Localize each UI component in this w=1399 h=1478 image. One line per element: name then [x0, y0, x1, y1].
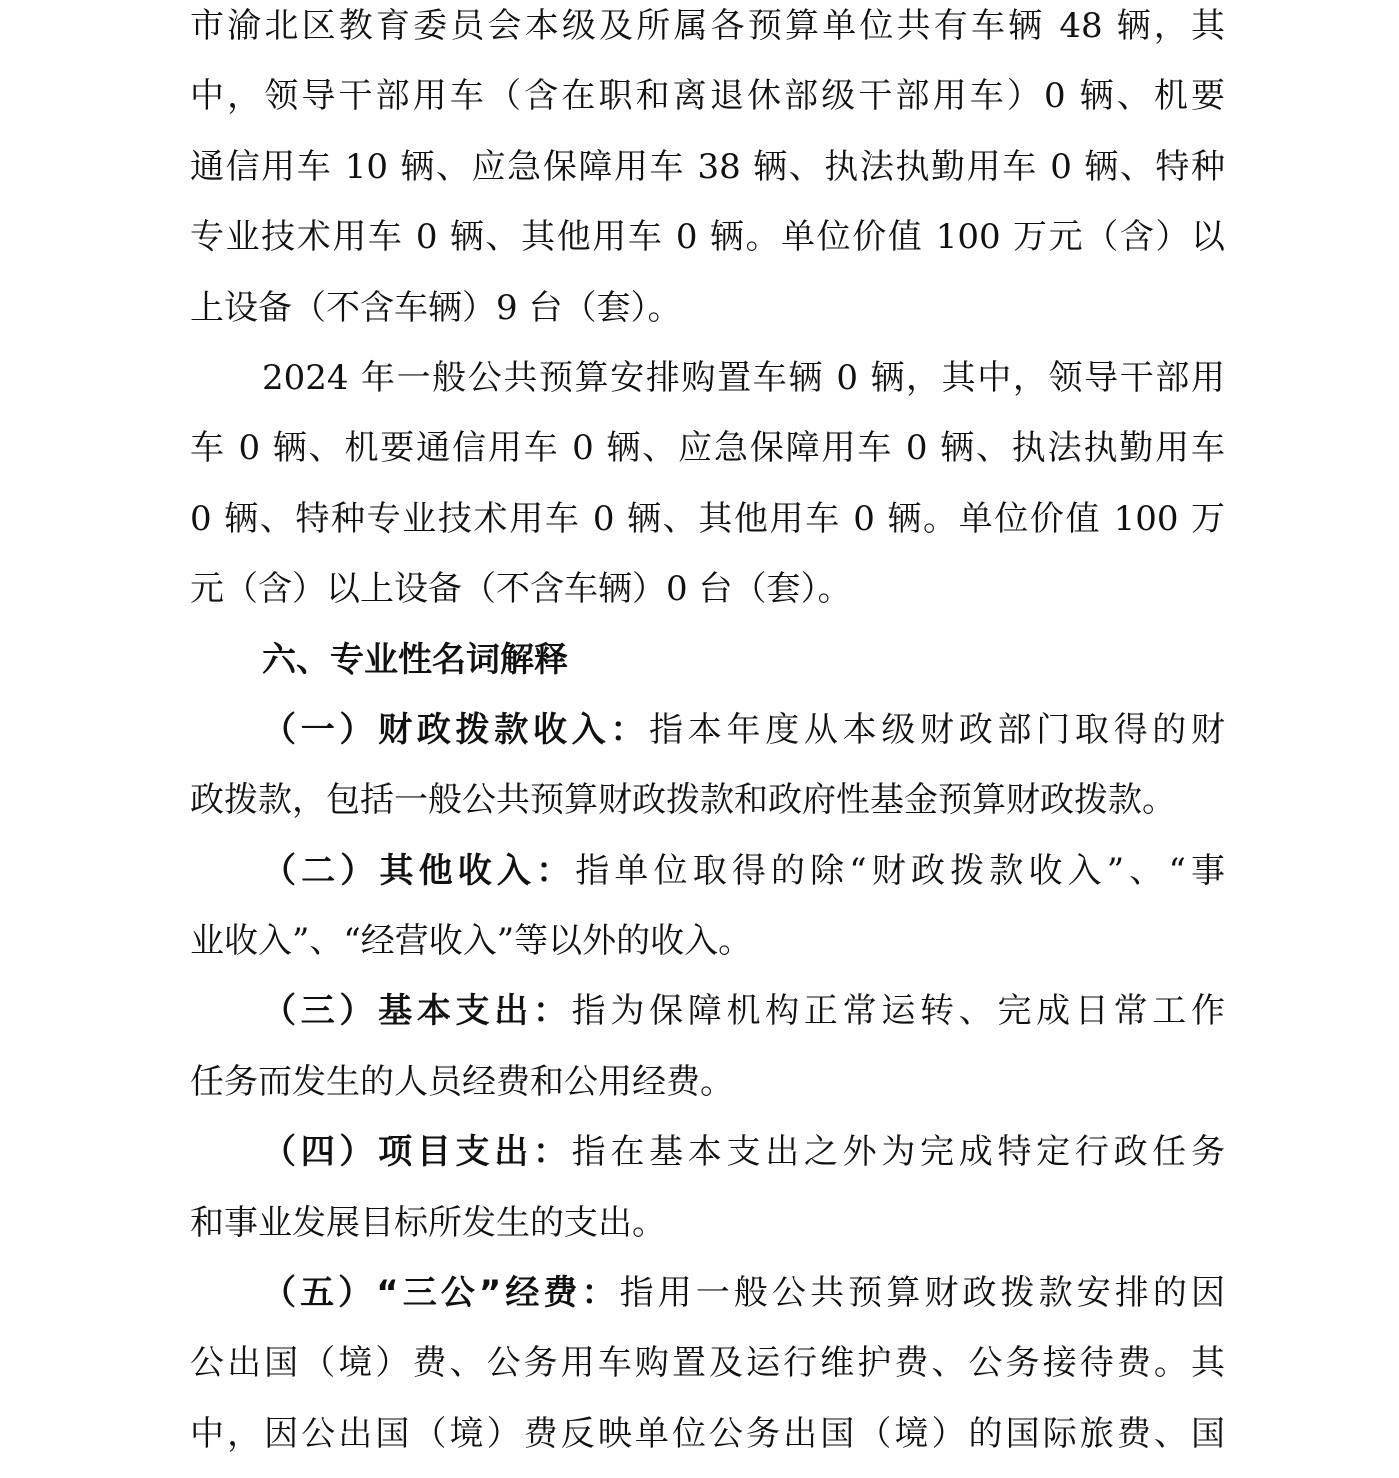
paragraph-line: 0 辆、特种专业技术用车 0 辆、其他用车 0 辆。单位价值 100 万 — [190, 498, 1225, 539]
definition-line — [190, 845, 1225, 915]
definition-line — [190, 704, 1225, 774]
definition-text: 指单位取得的除“财政拨款收入”、“事 — [575, 850, 1225, 891]
paragraph-line: 上设备（不含车辆）9 台（套）。 — [190, 287, 682, 328]
paragraph-line: 2024 年一般公共预算安排购置车辆 0 辆，其中，领导干部用 — [262, 357, 1225, 398]
definition-line: 公出国（境）费、公务用车购置及运行维护费、公务接待费。其 — [190, 1343, 1225, 1384]
paragraph-line: 通信用车 10 辆、应急保障用车 38 辆、执法执勤用车 0 辆、特种 — [190, 146, 1225, 187]
definition-line: 和事业发展目标所发生的支出。 — [190, 1202, 666, 1243]
paragraph-line: 车 0 辆、机要通信用车 0 辆、应急保障用车 0 辆、执法执勤用车 — [190, 428, 1225, 469]
definition-term: （五）“三公”经费： — [262, 1273, 620, 1314]
definition-line: 业收入”、“经营收入”等以外的收入。 — [190, 921, 753, 962]
definition-text: 指为保障机构正常运转、完成日常工作 — [571, 991, 1226, 1032]
paragraph-line: 中，领导干部用车（含在职和离退休部级干部用车）0 辆、机要 — [190, 76, 1225, 117]
definition-term: （三）基本支出： — [262, 991, 572, 1032]
paragraph-line: 专业技术用车 0 辆、其他用车 0 辆。单位价值 100 万元（含）以 — [190, 217, 1225, 258]
definition-term: （四）项目支出： — [262, 1132, 572, 1173]
paragraph-line: 元（含）以上设备（不含车辆）0 台（套）。 — [190, 569, 852, 610]
definition-text: 指本年度从本级财政部门取得的财 — [649, 709, 1226, 750]
definition-text: 指用一般公共预算财政拨款安排的因 — [619, 1273, 1226, 1314]
definition-term: （一）财政拨款收入： — [262, 709, 650, 750]
definition-term: （二）其他收入： — [262, 850, 576, 891]
definition-text: 指在基本支出之外为完成特定行政任务 — [571, 1132, 1226, 1173]
definition-line: 任务而发生的人员经费和公用经费。 — [190, 1061, 734, 1102]
document-page — [190, 0, 1225, 1478]
section-heading: 六、专业性名词解释 — [262, 639, 568, 680]
definition-line — [190, 1267, 1225, 1337]
definition-line — [190, 985, 1225, 1055]
definition-line — [190, 1126, 1225, 1196]
paragraph-line: 市渝北区教育委员会本级及所属各预算单位共有车辆 48 辆，其 — [190, 6, 1225, 46]
definition-line: 中，因公出国（境）费反映单位公务出国（境）的国际旅费、国 — [190, 1413, 1225, 1454]
definition-line: 政拨款，包括一般公共预算财政拨款和政府性基金预算财政拨款。 — [190, 780, 1176, 821]
